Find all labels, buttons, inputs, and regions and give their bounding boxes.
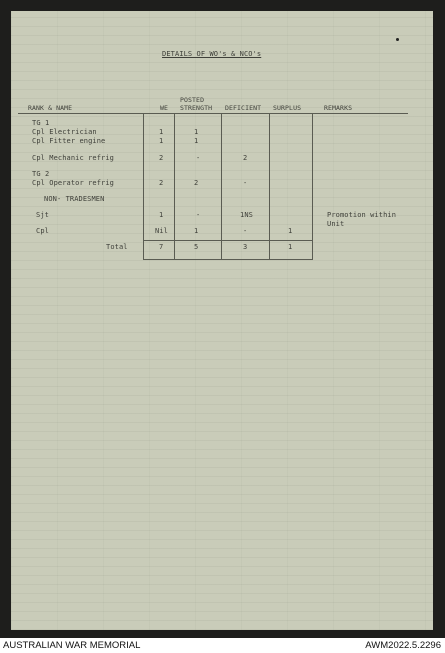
total-we: 7 [159, 243, 164, 251]
col-divider-3 [221, 113, 222, 260]
table-row-rank: Sjt [36, 211, 49, 219]
table-cell-we: Nil [155, 227, 168, 235]
table-row-rank: Cpl Fitter engine [32, 137, 106, 145]
table-cell-deficient: - [243, 179, 248, 187]
table-cell-deficient: - [243, 227, 248, 235]
table-cell-posted: 1 [194, 128, 199, 136]
table-row-rank: TG 2 [32, 170, 50, 178]
table-cell-deficient: 2 [243, 154, 248, 162]
footer-institution: AUSTRALIAN WAR MEMORIAL [3, 640, 141, 651]
footer-accession-number: AWM2022.5.2296 [365, 640, 441, 651]
table-cell-posted: 1 [194, 137, 199, 145]
col-divider-1 [143, 113, 144, 260]
table-row-rank: Cpl [36, 227, 49, 235]
table-cell-surplus: 1 [288, 227, 293, 235]
document-title: DETAILS OF WO's & NCO's [162, 50, 262, 58]
header-surplus: SURPLUS [273, 104, 302, 112]
col-divider-4 [269, 113, 270, 260]
col-divider-2 [174, 113, 175, 260]
table-cell-we: 1 [159, 128, 164, 136]
table-row-rank: Cpl Operator refrig [32, 179, 114, 187]
header-remarks: REMARKS [324, 104, 353, 112]
table-cell-deficient: 1NS [240, 211, 253, 219]
table-cell-posted: 1 [194, 227, 199, 235]
table-cell-we: 2 [159, 154, 164, 162]
total-top-rule [143, 240, 313, 241]
total-label: Total [106, 243, 128, 251]
table-cell-we: 1 [159, 211, 164, 219]
table-cell-remarks: Unit [327, 220, 345, 228]
header-rule [18, 113, 408, 114]
header-rank-name: RANK & NAME [28, 104, 73, 112]
table-row-rank: Cpl Mechanic refrig [32, 154, 114, 162]
header-posted-2: STRENGTH [180, 104, 213, 112]
header-we: WE [160, 104, 169, 112]
table-cell-we: 2 [159, 179, 164, 187]
document-sheet [11, 11, 433, 630]
total-deficient: 3 [243, 243, 248, 251]
table-cell-remarks: Promotion within [327, 211, 397, 219]
total-posted: 5 [194, 243, 199, 251]
header-posted-1: POSTED [180, 96, 205, 104]
header-deficient: DEFICIENT [225, 104, 262, 112]
table-cell-posted: - [196, 211, 201, 219]
table-cell-we: 1 [159, 137, 164, 145]
total-surplus: 1 [288, 243, 293, 251]
table-row-rank: Cpl Electrician [32, 128, 97, 136]
total-bottom-rule [143, 259, 313, 260]
table-cell-posted: - [196, 154, 201, 162]
archive-footer [0, 638, 445, 653]
paper-mark [396, 38, 399, 41]
table-cell-posted: 2 [194, 179, 199, 187]
table-row-rank: TG 1 [32, 119, 50, 127]
col-divider-5 [312, 113, 313, 260]
table-row-rank: NON- TRADESMEN [44, 195, 105, 203]
